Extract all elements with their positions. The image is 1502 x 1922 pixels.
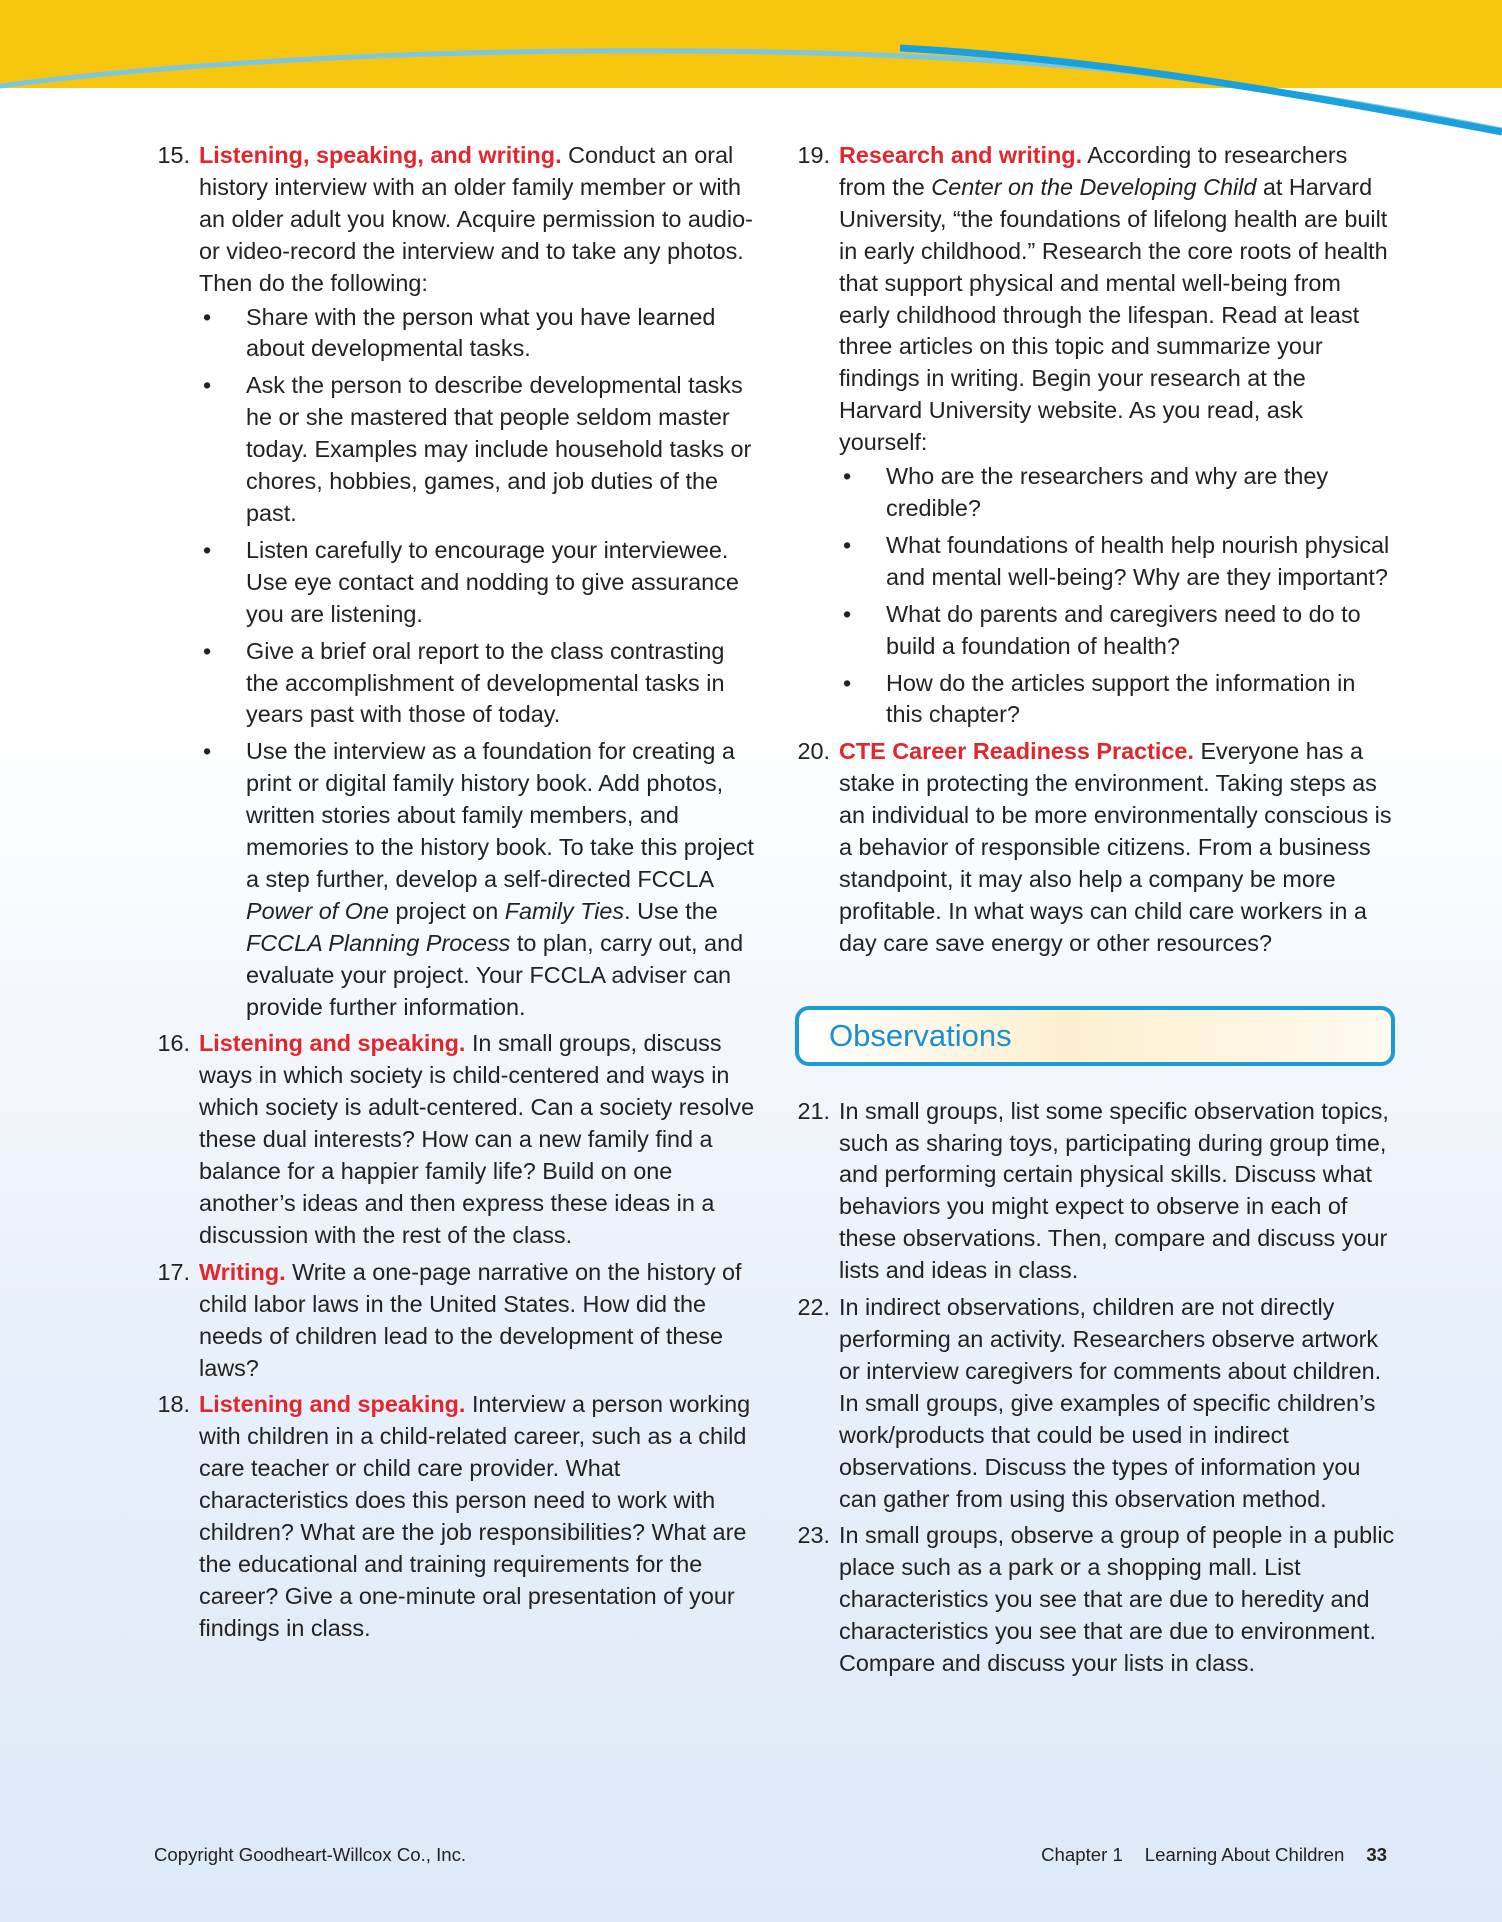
bullet-text: Listen carefully to encourage your interviewee. Use eye contact and nodding to give assurance you are listening. (246, 536, 739, 627)
italic-title: FCCLA Planning Process (246, 929, 511, 956)
italic-title: Center on the Developing Child (931, 173, 1257, 200)
bullet-list (839, 461, 1395, 731)
item-lead: Writing. (199, 1258, 286, 1285)
item-lead: Listening, speaking, and writing. (199, 142, 562, 168)
bullet-icon: • (203, 372, 212, 399)
item-number: 20. (797, 738, 830, 765)
bullet-text: What do parents and caregivers need to do to build a foundation of health? (886, 600, 1361, 659)
bullet-icon: • (203, 637, 212, 664)
item-lead: Listening and speaking. (199, 1030, 466, 1057)
bullet-item (199, 636, 755, 732)
item-number: 22. (797, 1294, 830, 1321)
bullet-icon: • (203, 738, 212, 765)
item-number: 19. (797, 142, 830, 168)
observations-heading-box (795, 1006, 1395, 1066)
text-run: project on (389, 897, 505, 924)
left-column (150, 140, 755, 1650)
bullet-item (839, 461, 1395, 525)
banner-cutout (1200, 88, 1502, 140)
item-text: In indirect observations, children are not directly performing an activity. Researchers observe artwork or interview caregivers for comments about children. In small groups, give examples of specific children’s work/products that could be used in indirect observations. Discuss the types of information you can gather from using this observation method. (839, 1294, 1382, 1512)
text-run: to plan, carry out, and evaluate your project. Your FCCLA adviser can provide further information. (246, 929, 744, 1020)
activity-item-16 (150, 1028, 755, 1251)
text-run: Use the interview as a foundation for creating a print or digital family history book. Add photos, written stories about family members, and memories to the history book. To take this project a step further, develop a self-directed FCCLA (246, 738, 754, 892)
activity-item-17 (150, 1257, 755, 1385)
banner-yellow-band (0, 0, 1502, 88)
item-text: In small groups, discuss ways in which society is child-centered and ways in which society is adult-centered. Can a society resolve these dual interests? How can a new family find a balance for a happier family life? Build on one another’s ideas and then express these ideas in a discussion with the rest of the class. (199, 1030, 755, 1248)
activity-item-20 (790, 736, 1395, 959)
activity-item-18 (150, 1389, 755, 1644)
item-number: 15. (157, 142, 190, 168)
observation-item-23 (790, 1520, 1395, 1680)
item-number: 16. (157, 1030, 190, 1057)
bullet-icon: • (843, 600, 852, 627)
bullet-icon: • (843, 669, 852, 696)
page-number: 33 (1366, 1844, 1387, 1865)
bullet-item (199, 370, 755, 530)
bullet-text (246, 738, 754, 1019)
bullet-text: How do the articles support the information in this chapter? (886, 669, 1356, 728)
bullet-icon: • (843, 531, 852, 558)
item-number: 21. (797, 1097, 830, 1124)
bullet-text: Who are the researchers and why are they credible? (886, 463, 1329, 521)
italic-title: Family Ties (504, 897, 625, 924)
item-lead: Listening and speaking. (199, 1391, 466, 1418)
bullet-item (839, 530, 1395, 594)
bullet-item (199, 302, 755, 366)
bullet-icon: • (843, 463, 852, 490)
bullet-item (839, 599, 1395, 663)
item-lead: CTE Career Readiness Practice. (839, 738, 1194, 765)
right-column (790, 140, 1395, 1685)
observation-item-22 (790, 1292, 1395, 1515)
item-text: Interview a person working with children in a child-related career, such as a child care teacher or child care provider. What characteristics does this person need to work with children? What are the job responsibilities? What are the educational and training requirements for the career? Give a one-minute oral presentation of your findings in class. (199, 1391, 751, 1641)
bullet-icon: • (203, 536, 212, 563)
bullet-list (199, 302, 755, 1024)
header-banner (0, 0, 1502, 140)
item-number: 23. (797, 1522, 830, 1549)
bullet-text: Give a brief oral report to the class contrasting the accomplishment of developmental tasks in years past with those of today. (246, 637, 725, 728)
footer-chapter: Chapter 1 (1041, 1844, 1123, 1865)
item-text: In small groups, list some specific observation topics, such as sharing toys, participating during group time, and performing certain physical skills. Discuss what behaviors you might expect to observe in each of these observations. Then, compare and discuss your lists and ideas in class. (839, 1097, 1389, 1284)
footer-chapter-title: Learning About Children (1144, 1844, 1345, 1865)
item-text: Everyone has a stake in protecting the environment. Taking steps as an individual to be more environmentally conscious is a behavior of responsible citizens. From a business standpoint, it may also help a company be more profitable. In what ways can child care workers in a day care save energy or other resources? (839, 738, 1392, 956)
observation-item-21 (790, 1096, 1395, 1287)
text-run: . Use the (624, 897, 718, 924)
italic-title: Power of One (246, 897, 390, 924)
observations-heading: Observations (829, 1017, 1012, 1053)
item-number: 17. (157, 1258, 190, 1285)
bullet-icon: • (203, 303, 212, 330)
item-number: 18. (157, 1391, 190, 1418)
footer-copyright: Copyright Goodheart-Willcox Co., Inc. (154, 1844, 467, 1865)
text-run: According to researchers from the (839, 142, 1348, 200)
text-run: at Harvard University, “the foundations of lifelong health are built in early childhood.” Research the core roots of health that support physical and mental well-being from early childhood through the lifespan. Read at least three articles on this topic and summarize your findings in writing. Begin your research at the Harvard University website. As you read, ask yourself: (839, 173, 1388, 456)
item-lead: Research and writing. (839, 142, 1083, 168)
footer-chapter-info (1041, 1843, 1387, 1867)
bullet-item (839, 668, 1395, 732)
activity-item-19 (790, 140, 1395, 731)
bullet-text: Share with the person what you have learned about developmental tasks. (246, 303, 716, 362)
item-text: In small groups, observe a group of people in a public place such as a park or a shopping mall. List characteristics you see that are due to heredity and characteristics you see that are due to environment. Compare and discuss your lists in class. (839, 1522, 1395, 1677)
activity-item-15 (150, 140, 755, 1023)
bullet-item (199, 535, 755, 631)
item-text: Conduct an oral history interview with an older family member or with an older adult you know. Acquire permission to audio- or video-record the interview and to take any photos. Then do the following: (199, 142, 753, 296)
item-text: Write a one-page narrative on the history of child labor laws in the United States. How did the needs of children lead to the development of these laws? (199, 1258, 742, 1381)
bullet-item (199, 736, 755, 1023)
bullet-text: Ask the person to describe developmental tasks he or she mastered that people seldom master today. Examples may include household tasks or chores, hobbies, games, and job duties of the past. (246, 372, 752, 526)
bullet-text: What foundations of health help nourish physical and mental well-being? Why are they important? (886, 531, 1390, 590)
